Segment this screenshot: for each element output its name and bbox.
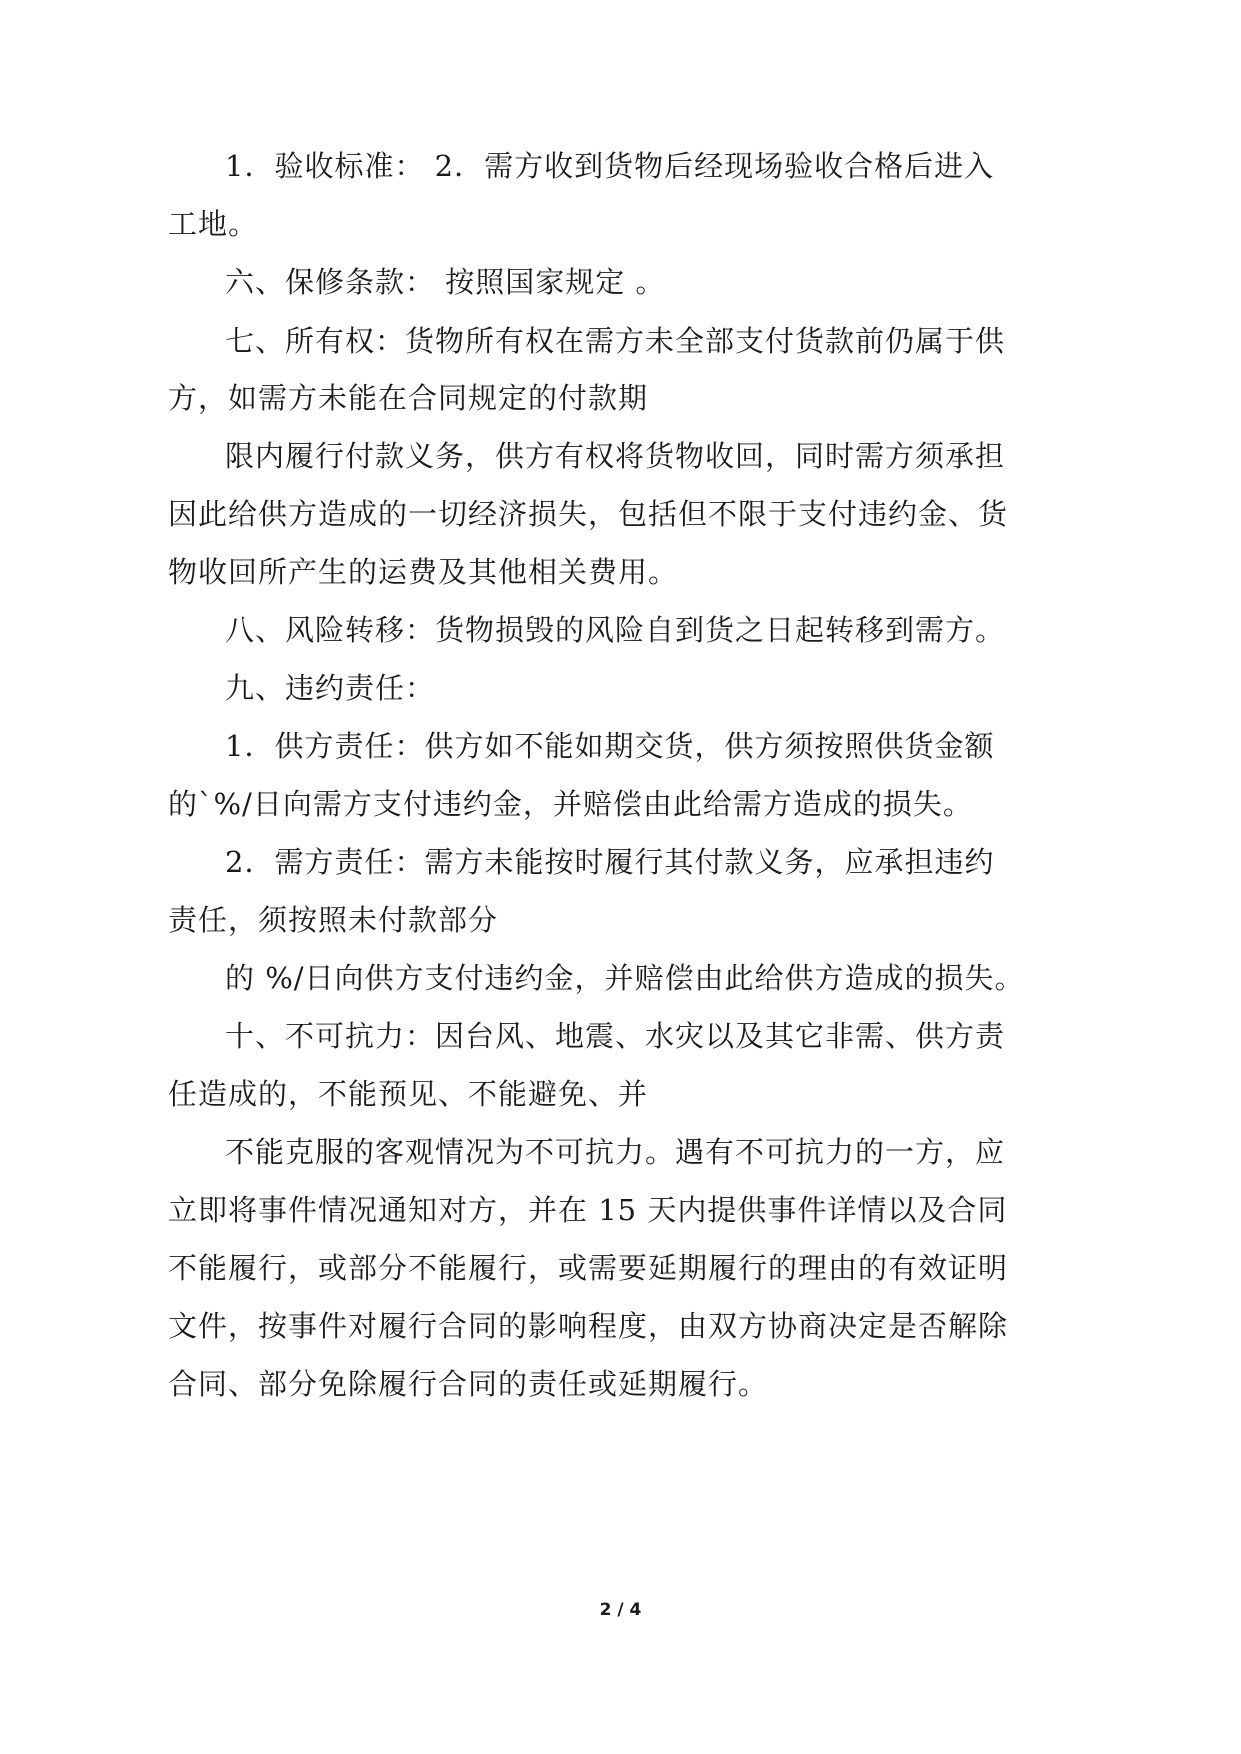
- text-line: 1．供方责任：供方如不能如期交货，供方须按照供货金额: [225, 729, 995, 763]
- text-line: 的`%/日向需方支付违约金，并赔偿由此给需方造成的损失。: [168, 787, 973, 821]
- text-line: 责任，须按照未付款部分: [168, 903, 499, 937]
- text-line: 七、所有权：货物所有权在需方未全部支付货款前仍属于供: [225, 324, 1006, 358]
- text-line: 九、违约责任：: [225, 671, 436, 705]
- text-line: 2．需方责任：需方未能按时履行其付款义务，应承担违约: [225, 845, 995, 879]
- text-line: 不能克服的客观情况为不可抗力。遇有不可抗力的一方，应: [225, 1135, 1006, 1169]
- text-line: 八、风险转移：货物损毁的风险自到货之日起转移到需方。: [225, 613, 1006, 647]
- text-line: 工地。: [168, 207, 259, 241]
- text-line: 任造成的，不能预见、不能避免、并: [168, 1077, 649, 1111]
- text-line: 1．验收标准： 2．需方收到货物后经现场验收合格后进入: [225, 149, 995, 183]
- text-line: 文件，按事件对履行合同的影响程度，由双方协商决定是否解除: [168, 1309, 1009, 1343]
- text-line: 不能履行，或部分不能履行，或需要延期履行的理由的有效证明: [168, 1251, 1009, 1285]
- text-line: 合同、部分免除履行合同的责任或延期履行。: [168, 1367, 769, 1401]
- text-line: 因此给供方造成的一切经济损失，包括但不限于支付违约金、货: [168, 497, 1009, 531]
- page-number: 2 / 4: [599, 1600, 642, 1620]
- text-line: 限内履行付款义务，供方有权将货物收回，同时需方须承担: [225, 439, 1006, 473]
- text-line: 物收回所产生的运费及其他相关费用。: [168, 555, 679, 589]
- text-line: 立即将事件情况通知对方，并在 15 天内提供事件详情以及合同: [168, 1193, 1008, 1227]
- text-line: 的 %/日向供方支付违约金，并赔偿由此给供方造成的损失。: [225, 961, 1025, 995]
- text-line: 六、保修条款： 按照国家规定 。: [225, 265, 666, 299]
- text-line: 方，如需方未能在合同规定的付款期: [168, 381, 649, 415]
- text-line: 十、不可抗力：因台风、地震、水灾以及其它非需、供方责: [225, 1019, 1006, 1053]
